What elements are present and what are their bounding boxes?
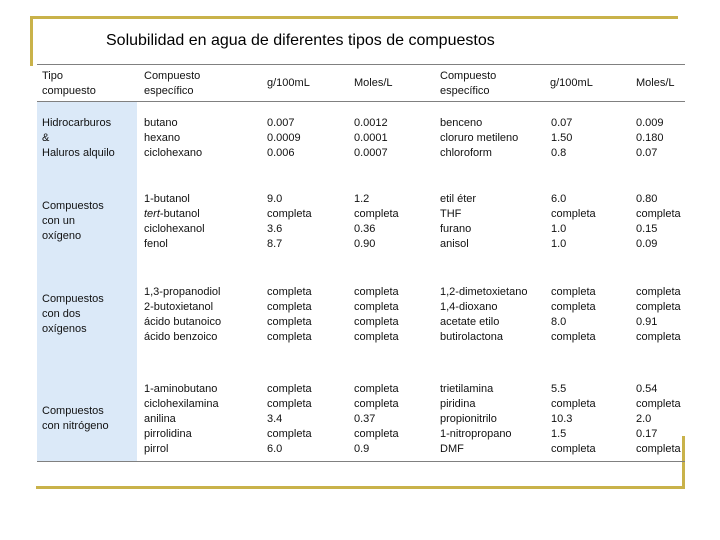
- row-un-oxigeno-comp1: 1-butanol tert-butanol ciclohexanol fenol: [144, 193, 205, 250]
- row-nitrogeno-m2: 0.54 completa 2.0 0.17 completa: [636, 383, 681, 455]
- row-nitrogeno-tipo: Compuestos con nitrógeno: [42, 405, 109, 432]
- table-top-rule: [37, 64, 685, 65]
- row-dos-oxigenos-comp2: 1,2-dimetoxietano 1,4-dioxano acetate etilo butirolactona: [440, 286, 528, 343]
- row-dos-oxigenos-m2: completa completa 0.91 completa: [636, 286, 681, 343]
- solubility-table: [37, 64, 685, 461]
- header-moles-2: Moles/L: [636, 77, 675, 89]
- header-tipo: Tipo compuesto: [42, 70, 96, 97]
- row-nitrogeno-m1: completa completa 0.37 completa 0.9: [354, 383, 399, 455]
- row-hidrocarburos-m1: 0.0012 0.0001 0.0007: [354, 117, 388, 159]
- header-g100ml-2: g/100mL: [550, 77, 593, 89]
- row-un-oxigeno-m2: 0.80 completa 0.15 0.09: [636, 193, 681, 250]
- row-hidrocarburos-tipo: Hidrocarburos & Haluros alquilo: [42, 117, 115, 159]
- header-compuesto-1: Compuesto específico: [144, 70, 201, 97]
- row-dos-oxigenos-comp1: 1,3-propanodiol 2-butoxietanol ácido butanoico ácido benzoico: [144, 286, 222, 343]
- table-bottom-rule: [37, 461, 685, 462]
- row-un-oxigeno-comp2: etil éter THF furano anisol: [440, 193, 477, 250]
- header-g100ml-1: g/100mL: [267, 77, 310, 89]
- row-un-oxigeno-m1: 1.2 completa 0.36 0.90: [354, 193, 399, 250]
- row-nitrogeno-g2: 5.5 completa 10.3 1.5 completa: [551, 383, 596, 455]
- frame-left-border: [30, 16, 33, 66]
- header-moles-1: Moles/L: [354, 77, 393, 89]
- row-hidrocarburos-m2: 0.009 0.180 0.07: [636, 117, 664, 159]
- row-dos-oxigenos-tipo: Compuestos con dos oxígenos: [42, 293, 104, 335]
- row-dos-oxigenos-g2: completa completa 8.0 completa: [551, 286, 596, 343]
- row-hidrocarburos-comp2: benceno cloruro metileno chloroform: [440, 117, 519, 159]
- row-hidrocarburos-comp1: butano hexano ciclohexano: [144, 117, 203, 159]
- row-hidrocarburos-g2: 0.07 1.50 0.8: [551, 117, 573, 159]
- row-nitrogeno-g1: completa completa 3.4 completa 6.0: [267, 383, 312, 455]
- row-dos-oxigenos-g1: completa completa completa completa: [267, 286, 312, 343]
- page-title: Solubilidad en agua de diferentes tipos de compuestos: [106, 32, 495, 49]
- tert-prefix: tert: [144, 208, 160, 220]
- row-nitrogeno-comp2: trietilamina piridina propionitrilo 1-nitropropano DMF: [440, 383, 512, 455]
- frame-bottom-border: [36, 486, 684, 489]
- row-nitrogeno-comp1: 1-aminobutano ciclohexilamina anilina pirrolidina pirrol: [144, 383, 219, 455]
- row-un-oxigeno-g1: 9.0 completa 3.6 8.7: [267, 193, 312, 250]
- header-compuesto-2: Compuesto específico: [440, 70, 497, 97]
- header-rule: [37, 101, 685, 102]
- row-un-oxigeno-g2: 6.0 completa 1.0 1.0: [551, 193, 596, 250]
- row-un-oxigeno-tipo: Compuestos con un oxígeno: [42, 200, 104, 242]
- row-hidrocarburos-g1: 0.007 0.0009 0.006: [267, 117, 301, 159]
- row-dos-oxigenos-m1: completa completa completa completa: [354, 286, 399, 343]
- frame-top-border: [30, 16, 678, 19]
